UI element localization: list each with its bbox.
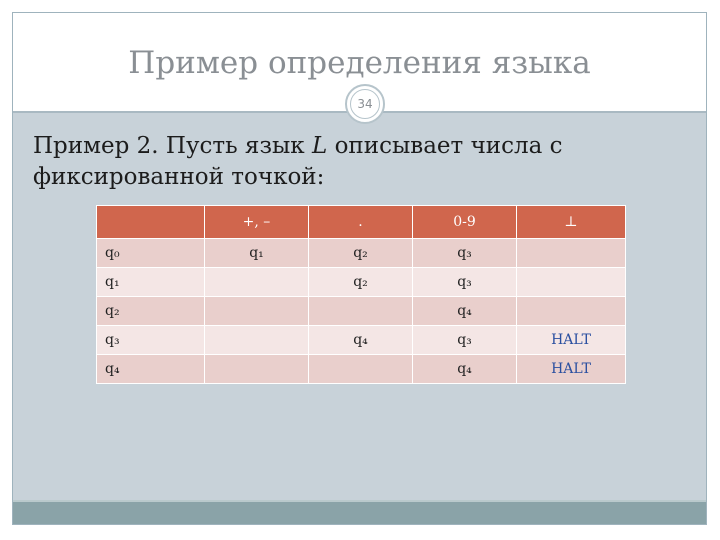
table-header-row xyxy=(97,206,626,239)
table-cell xyxy=(517,239,626,268)
header-cell: 0-9 xyxy=(413,206,517,239)
table-cell: q₄ xyxy=(413,355,517,384)
table-cell: q₁ xyxy=(205,239,309,268)
table-cell xyxy=(517,297,626,326)
page-number-badge: 34 xyxy=(345,84,385,124)
table-cell: q₃ xyxy=(413,239,517,268)
table-cell xyxy=(205,355,309,384)
slide-title: Пример определения языка xyxy=(128,45,591,81)
table-row xyxy=(97,297,626,326)
table-row xyxy=(97,355,626,384)
body-text-suffix: описывает числа с фиксированной точкой: xyxy=(33,133,563,190)
state-cell: q₂ xyxy=(97,297,205,326)
slide xyxy=(12,12,707,525)
table-cell: q₄ xyxy=(413,297,517,326)
table-cell: q₂ xyxy=(309,268,413,297)
state-cell: q₁ xyxy=(97,268,205,297)
table-cell xyxy=(517,268,626,297)
table-cell: q₃ xyxy=(413,326,517,355)
table-cell xyxy=(205,268,309,297)
halt-cell: HALT xyxy=(517,355,626,384)
table-row xyxy=(97,239,626,268)
language-variable: L xyxy=(311,133,328,159)
table-cell: q₄ xyxy=(309,326,413,355)
state-cell: q₄ xyxy=(97,355,205,384)
table-cell xyxy=(309,297,413,326)
halt-cell: HALT xyxy=(517,326,626,355)
header-cell: +, – xyxy=(205,206,309,239)
table-row xyxy=(97,268,626,297)
body-text-prefix: Пример 2. Пусть язык xyxy=(33,133,312,159)
table-row xyxy=(97,326,626,355)
body-text xyxy=(33,131,693,193)
table-cell xyxy=(205,297,309,326)
table-cell xyxy=(205,326,309,355)
footer-bar xyxy=(13,502,706,524)
table-cell xyxy=(309,355,413,384)
table-cell: q₂ xyxy=(309,239,413,268)
table-cell: q₃ xyxy=(413,268,517,297)
header-cell: ⊥ xyxy=(517,206,626,239)
transition-table xyxy=(96,205,626,384)
state-cell: q₀ xyxy=(97,239,205,268)
header-cell xyxy=(97,206,205,239)
header-cell: . xyxy=(309,206,413,239)
state-cell: q₃ xyxy=(97,326,205,355)
